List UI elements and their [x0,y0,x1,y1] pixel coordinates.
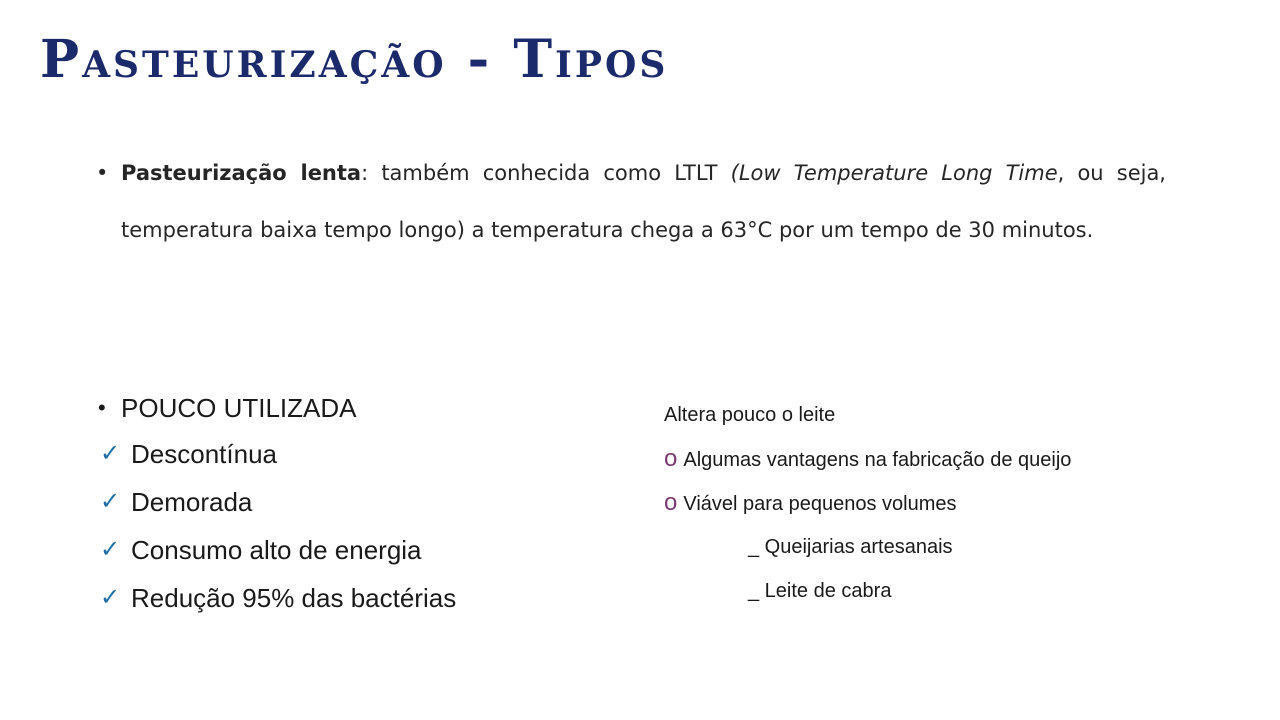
intro-bullet: • [96,161,109,185]
characteristics-list [96,387,456,625]
characteristics-heading [96,387,456,433]
list-item-label: Consumo alto de energia [131,535,422,565]
intro-paragraph [96,145,1166,259]
intro-text-after-italic: , ou seja, temperatura baixa tempo longo) a temperatura chega a 63°C por um tempo de 30 minutos. [121,161,1166,242]
circle-bullet-icon: o [664,445,678,472]
checkmark-icon: ✓ [100,584,121,611]
list-item [664,444,1071,488]
characteristics-heading-label: POUCO UTILIZADA [121,393,357,423]
intro-term: Pasteurização lenta [121,161,362,185]
advantages-list [664,400,1071,620]
list-item-label: Descontínua [131,439,277,469]
circle-bullet-icon: o [664,489,678,516]
list-item-label: Algumas vantagens na fabricação de queijo [683,449,1072,471]
list-item-label: Redução 95% das bactérias [131,583,457,613]
advantages-heading: Altera pouco o leite [664,404,836,426]
sub-list-item: _ Queijarias artesanais [748,536,953,558]
checkmark-icon: ✓ [100,488,121,515]
list-item [96,481,456,529]
list-item-label: Demorada [131,487,253,517]
intro-text-before-italic: : também conhecida como LTLT [361,161,731,185]
slide-title: Pasteurização - Tipos [40,29,669,90]
list-item-label: Viável para pequenos volumes [683,493,957,515]
intro-italic: (Low Temperature Long Time [730,161,1058,185]
checkmark-icon: ✓ [100,536,121,563]
bullet-icon: • [98,395,106,420]
list-item [96,433,456,481]
checkmark-icon: ✓ [100,440,121,467]
list-item [96,577,456,625]
sub-list-item: _ Leite de cabra [748,580,892,602]
list-item [664,488,1071,532]
list-item [96,529,456,577]
